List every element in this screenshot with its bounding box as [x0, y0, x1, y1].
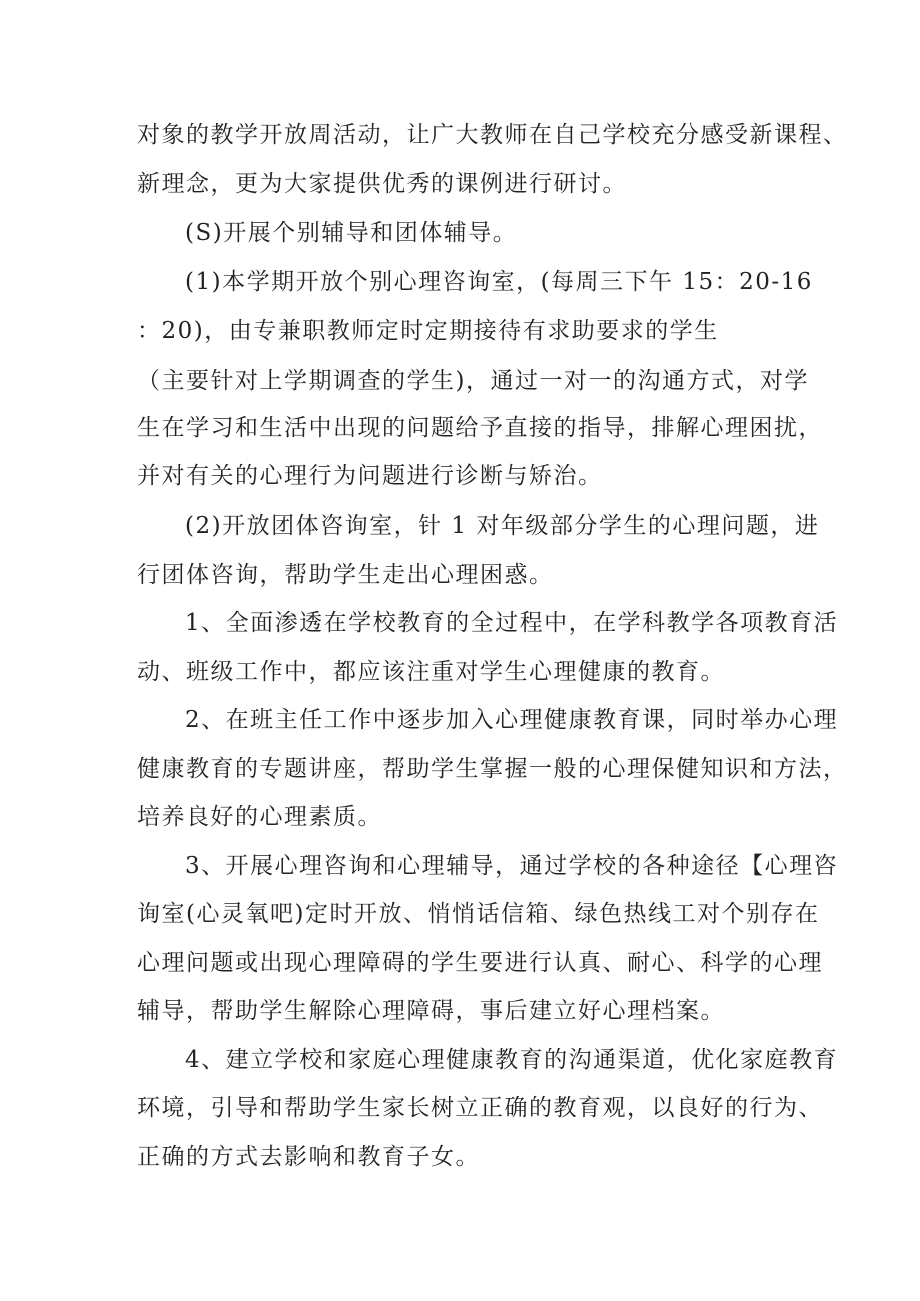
text-line: (1)本学期开放个别心理咨询室，(每周三下午 15：20-16 [185, 269, 813, 295]
text-line: 动、班级工作中，都应该注重对学生心理健康的教育。 [137, 659, 725, 685]
text-line: 健康教育的专题讲座，帮助学生掌握一般的心理保健知识和方法， [137, 756, 848, 782]
text-line: 3、开展心理咨询和心理辅导，通过学校的各种途径【心理咨 [185, 853, 839, 879]
text-line: 新理念，更为大家提供优秀的课例进行研讨。 [137, 171, 627, 197]
text-line: (S)开展个别辅导和团体辅导。 [185, 220, 518, 246]
text-line: (2)开放团体咨询室，针 1 对年级部分学生的心理问题，进 [185, 513, 820, 539]
text-line: （主要针对上学期调查的学生)，通过一对一的沟通方式，对学 [137, 368, 809, 394]
text-line: 培养良好的心理素质。 [137, 804, 382, 830]
text-line: 正确的方式去影响和教育子女。 [137, 1144, 480, 1170]
text-line: 生在学习和生活中出现的问题给予直接的指导，排解心理困扰， [137, 415, 823, 441]
text-line: 2、在班主任工作中逐步加入心理健康教育课，同时举办心理 [185, 707, 839, 733]
text-line: 辅导，帮助学生解除心理障碍，事后建立好心理档案。 [137, 998, 725, 1024]
text-line: ：20)，由专兼职教师定时定期接待有求助要求的学生 [137, 318, 719, 344]
text-line: 1、全面渗透在学校教育的全过程中，在学科教学各项教育活 [185, 610, 839, 636]
text-line: 4、建立学校和家庭心理健康教育的沟通渠道，优化家庭教育 [185, 1047, 839, 1073]
text-line: 行团体咨询，帮助学生走出心理困惑。 [137, 562, 554, 588]
text-line: 心理问题或出现心理障碍的学生要进行认真、耐心、科学的心理 [137, 950, 823, 976]
text-line: 环境，引导和帮助学生家长树立正确的教育观，以良好的行为、 [137, 1095, 823, 1121]
text-line: 并对有关的心理行为问题进行诊断与矫治。 [137, 463, 603, 489]
text-line: 询室(心灵氧吧)定时开放、悄悄话信箱、绿色热线工对个别存在 [137, 901, 820, 927]
text-line: 对象的教学开放周活动，让广大教师在自己学校充分感受新课程、 [137, 122, 848, 148]
